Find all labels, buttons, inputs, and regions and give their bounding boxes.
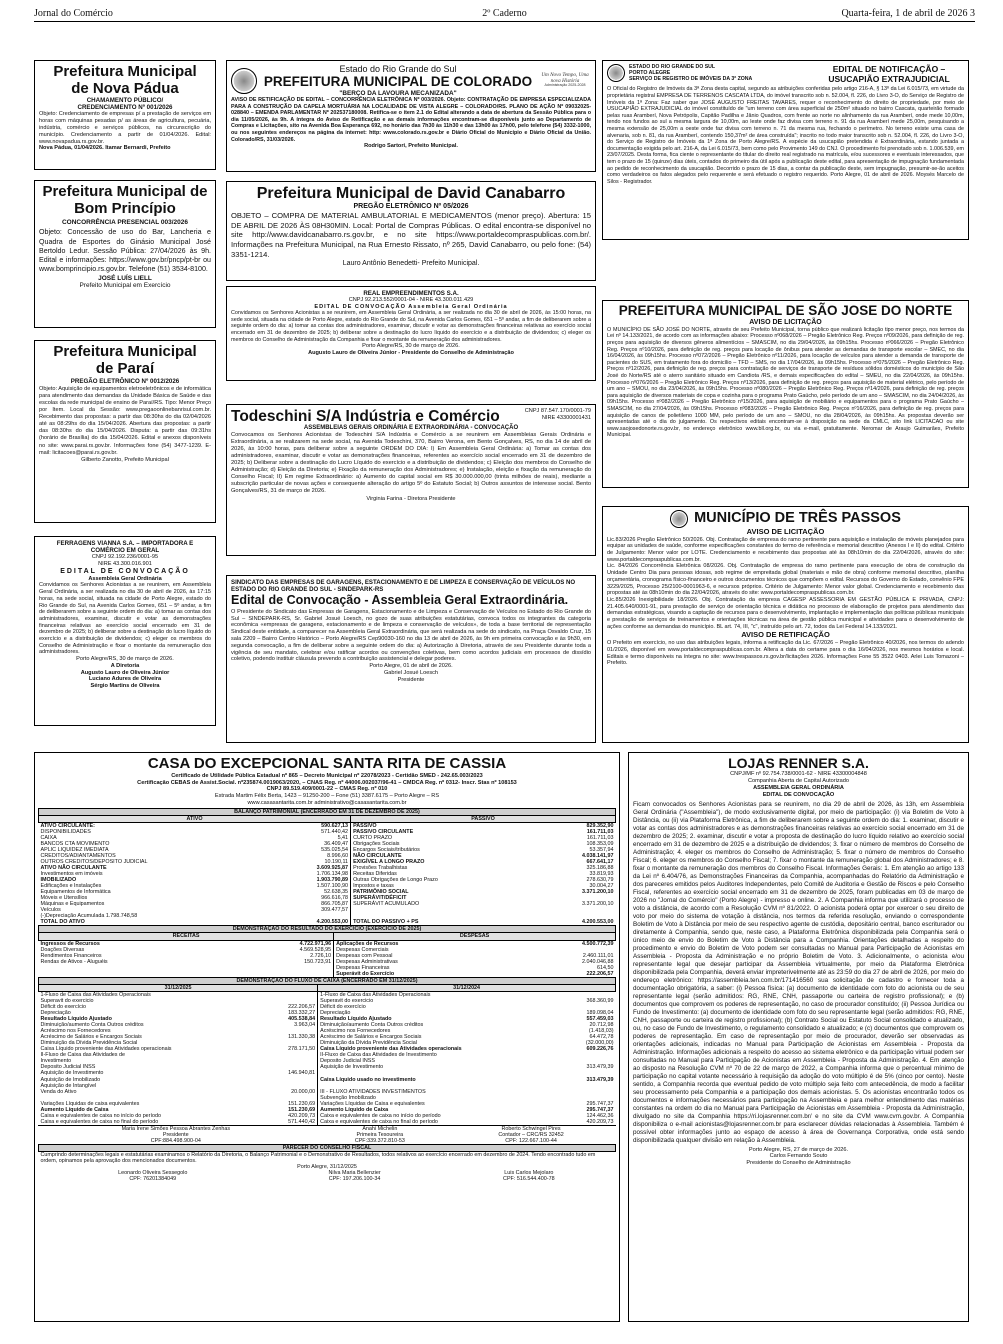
line-value: 189.098,04 — [586, 1010, 614, 1017]
line-value: 20.712,98 — [589, 1022, 614, 1029]
administration-logo — [539, 73, 591, 88]
parai-notice — [34, 340, 216, 523]
notice-assembly: Assembleia Geral Ordinária — [88, 575, 162, 582]
line-label: Equipamentos de Informática — [40, 889, 111, 896]
line-value: 151.230,69 — [265, 1107, 318, 1113]
line-value: 53.357,94 — [589, 846, 614, 853]
fiscal-council-date: Porto Alegre, 31/12/2025 — [297, 1164, 357, 1171]
line-label: Déficit do exercício — [40, 1003, 87, 1010]
line-value: 667.641,17 — [586, 858, 614, 865]
line-label: Outras Obrigações de Longo Prazo — [353, 877, 438, 884]
line-label: Despesas com Pessoal — [336, 952, 393, 959]
line-value: 278.630,79 — [586, 877, 614, 884]
line-label: Aquisição de Intangível — [40, 1082, 97, 1089]
signer-cpf: CPF:339.372.810-53 — [354, 1138, 405, 1144]
line-value: 3.371.200,10 — [582, 889, 614, 896]
notice-date: Porto Alegre/RS, 30 de março de 2026. — [76, 656, 174, 663]
notice-company-type: Companhia Aberta de Capital Autorizado — [747, 778, 850, 785]
line-label: Diminuição/aumento Conta Outros créditos — [40, 1022, 144, 1029]
notice-body-1: Lic.83/2026 Pregão Eletrônico 50/2026. Obj. Contratação de empresa do ramo pertinente para aquisição e instalação de móveis planejados para equipar as unidades de saúde, conforme especificações constantes do termo de referência e memorial descritivo (Anexos I e II) do edital. Critério de Julgamento: Menor valor por LOTE. Credenciamento e recebimento das propostas até às 08h10min do dia 22/04/2026, através do site: www.portaldecompraspublicas.com.br. — [607, 536, 964, 563]
line-value: 295.747,37 — [586, 1106, 614, 1113]
notice-title: Prefeitura Municipal — [53, 63, 197, 80]
line-value: 295.747,37 — [586, 1100, 614, 1107]
line-label: OUTROS CREDITOS/DEPOSITO JUDICIAL — [40, 858, 148, 865]
line-value: 557.459,03 — [586, 1016, 614, 1023]
notice-title: REAL EMPREENDIMENTOS S.A. — [363, 290, 459, 297]
line-label: Rendimentos Financeiros — [40, 952, 102, 959]
tres-passos-notice — [602, 506, 969, 743]
notice-subtitle: ASSEMBLEIAS GERAIS ORDINÁRIA E EXTRAORDINÁRIA - CONVOCAÇÃO — [303, 425, 519, 432]
lojas-renner-notice — [628, 752, 969, 1322]
newspaper-name: Jornal do Comércio — [34, 8, 113, 19]
signer-name: Sérgio Martins de Oliveira — [90, 682, 160, 689]
cert-line-2: Certificação CEBAS de Assist.Social. nº235874.0019063/2020, – CNAS Reg. nº 44006.002037/96-41 – CMDCA Reg. nº 0312- Inscr. Stas nº 108153 — [137, 779, 517, 786]
notice-body: O Presidente do Sindicato das Empresas de Garagens, Estacionamento e de Limpeza e Conservação de Veículos no Estado do Rio Grande do Sul – SINDEPARK-RS, Sr. Gabriel Josué Loesch, no gozo de suas atribuições estatutárias, convoca todos os integrantes da categoria econômica «empresas de garagens, estacionamento e de limpeza e conservação de veículos», de toda a base territorial de representação Sindical deste entidade, a comparecer na Assembleia Geral Extraordinária, que será realizada na sede do sindicato, na Praça Osvaldo Cruz, 15 sala 2209 – Bairro Centro Histórico – Porto Alegre/RS Cep90030-160 no dia 13 de abril de 2026, às 9h em primeira convocação e às 9h30, em segunda convocação, a fim de deliberar sobre a seguinte ordem do dia: a) Autorização à Diretoria, através de seu Presidente durante toda a vigência de seu mandato, celebrar e/ou ratificar acordos ou convenções coletivas, bem como acordos judiciais em processos de dissídio coletivo, podendo instituir cláusula prevendo a contribuição assistencial e delegar poderes. — [231, 608, 591, 663]
logo-subtitle: Administração 2025-2028 — [544, 83, 586, 88]
line-label: Diminuição da Dívida Previdência Social — [40, 1040, 138, 1047]
line-value: 829.352,90 — [586, 822, 614, 829]
line-label: DISPONIBILIDADES — [40, 828, 91, 835]
line-value: 614,50 — [597, 964, 614, 971]
line-label: Caixa Líquido usado no investimento — [320, 1076, 416, 1083]
line-label: Variações Líquidas de Caixa e equivalentes — [320, 1100, 425, 1107]
line-label: CURTO PRAZO — [353, 834, 393, 841]
line-label: Caixa e equivalentes de caixa no final do período — [40, 1118, 159, 1125]
line-label: TOTAL DO ATIVO — [40, 919, 85, 926]
line-value: 1.507.100,90 — [274, 883, 350, 889]
line-label: Deposito Judicial INSS — [40, 1064, 96, 1071]
line-label: Obrigações Sociais — [353, 840, 400, 847]
line-label: ATIVO CIRCULANTE: — [40, 822, 95, 829]
notice-subtitle: AVISO DE LICITAÇÃO — [746, 527, 825, 536]
line-value: (1.418,03) — [588, 1028, 614, 1035]
line-label: 1-Fluxo de Caixa das Atividades Operacionais — [320, 991, 431, 998]
year-2025-header: 31/12/2025 — [39, 984, 318, 991]
line-label: Impostos e taxas — [353, 883, 394, 890]
notice-signature: Nova Pádua, 01/04/2026. Itamar Bernardi, Prefeito — [39, 145, 171, 152]
signer-role: Presidente do Conselho de Administração — [746, 1159, 851, 1166]
notice-state: Estado do Rio Grande do Sul — [339, 64, 457, 74]
line-label: PASSIVO — [353, 822, 377, 829]
notice-title: PREFEITURA MUNICIPAL DE COLORADO — [263, 73, 533, 89]
line-label: Encargos Sociais/tributários — [353, 846, 420, 853]
line-label: Ingressos de Recursos — [40, 940, 100, 947]
line-value: 2.726,10 — [234, 953, 333, 959]
line-value: 2.040.046,88 — [582, 958, 614, 965]
address-line: Estrada Martim Félix Berta, 1423 – 91250-200 – Fone (51) 3387.6175 – Porto Alegre – RS — [214, 793, 440, 800]
line-value: 4.722.971,96 — [234, 940, 333, 947]
line-label: Superavit do exercicio — [40, 997, 94, 1004]
line-label: Deposito Judicial INSS — [320, 1058, 375, 1065]
signer-cpf: CPF: 122.667.100-44 — [505, 1138, 557, 1144]
line-value: 866.705,87 — [274, 901, 350, 907]
notice-subtitle: EDITAL DE CONVOCAÇÃO Assembleia Geral Ordinária — [314, 303, 508, 310]
colorado-notice — [226, 60, 596, 172]
line-label: Venda do Ativo — [40, 1088, 77, 1095]
line-label: ATIVO NÃO CIRCULANTE — [40, 864, 107, 871]
notice-body: O MUNICÍPIO DE SÃO JOSÉ DO NORTE, através de seu Prefeito Municipal, torna público que realizará licitação tipo menor preço, nos termos da Lei nº 14.133/2021, de acordo com as informações abaixo: Processo nº068/2026 – Pregão Eletrônico Reg. Preços nº09/2026, para definição de reg. preços para aquisição de diversos gêneros alimentícios – SMASCIM, no dia 29/04/2026, às 09h15hs. Processo nº066/2026 – Pregão Eletrônico Reg. Preços nº10/2026, para definição de reg. preços para locação de ônibus para atender as demandas de transporte escolar – SMEC, no dia 16/04/2026, às 09h15hs. Processo nº072/2026 – Pregão Eletrônico nº11/2026, para locação de veículos para atender a demanda de transporte de pacientes do SUS, em tratamento fora do domicílio – TFD – SMS, no dia 17/04/2026, às 09h15hs. Processo nº075/2026 – Pregão Eletrônico Reg. Preços nº12/2026, para definição de reg. preços para contratação de serviços de transporte de resíduos sólidos domésticos do município de São José do Norte/RS até o aterro sanitário situado em Candiota /RS, e demais especificações do edital – SMEU, no dia 22/04/2026, às 09h15hs. Processo nº076/2026 – Pregão Eletrônico Reg. Preços nº13/2026, para definição de reg. preços para aquisição de material elétrico, pelo período de um ano – SMOU, no dia 23/04/2026, às 09h15hs. Processo nº080/2026 – Pregão Eletrônico Reg. Preços nº14/2026, para definição de reg. preços para aquisição de diversos materiais de copa e cozinha para o programa Prato Gaúcho, pelo período de um ano – SMASCIM, no dia 24/04/2026, às 09h15hs. Processo nº082/2026 – Pregão Eletrônico nº15/2026, para aquisição de mobiliário e equipamentos para o programa Prato Gaúcho – SMASCIM, no dia 27/04/2026, às 09h15hs. Processo nº083/2026 – Pregão Eletrônico Reg. Preços nº16/2026, para definição de reg. preços para aquisição de canos de polietileno 1000 MM, pelo período de um ano – SMOU, no dia 28/04/2026, às 09h15hs. As propostas deverão ser apresentadas até o dia do julgamento. Os respectivos editais encontram-se à disposição na sede da CMLC, sito link LICITACAO ou site www.saojosedonorte.rs.gov.br, no endereço eletrônico www.bll.org.br, ou via e-mail, gratuitamente. Neromar de Araujo Guimarães, Prefeito Municipal. — [607, 326, 964, 439]
signer-name: Carlos Fernando Souto — [769, 1153, 828, 1160]
line-label: II-Fluxo de Caixa das Atividades de — [40, 1052, 125, 1059]
page-date: Quarta-feira, 1 de abril de 2026 3 — [841, 8, 975, 19]
notice-date: Porto Alegre, RS, 27 de março de 2026. — [748, 1146, 849, 1153]
line-label: Aquisição de Imobilizado — [40, 1076, 101, 1083]
line-label: Subvenção Imobilizado — [320, 1094, 376, 1101]
line-value: 4.569.528,95 — [234, 947, 333, 953]
year-2024-header: 31/12/2024 — [318, 984, 616, 991]
notice-board: A Diretoria — [110, 662, 140, 669]
notice-title: PREFEITURA MUNICIPAL DE SÃO JOSE DO NORTE — [618, 303, 953, 318]
signer-name: Gabriel Josué Loesch — [383, 669, 439, 676]
line-label: II-Fluxo de Caixa das Atividades de Investimento — [320, 1052, 437, 1059]
line-label: NÃO CIRCULANTE — [353, 852, 402, 859]
notice-title: EDITAL DE NOTIFICAÇÃO – USUCAPIÃO EXTRAJUDICIAL — [828, 64, 950, 85]
line-label: Veículos — [40, 907, 61, 914]
revenues-header: RECEITAS — [39, 933, 334, 940]
line-value: 313.479,39 — [586, 1064, 614, 1071]
notice-body: Objeto: Concessão de uso do Bar, Lancheria e Quadra de Esportes do Ginásio Municipal José Bertoldo Ledur. Sessão Pública: 27/04/2026 às 9h. Edital e informações: https://www.gov.br/pncp/pt-br ou www.bomprincipio.rs.gov.br. Telefone (51) 3534-8100. — [39, 228, 211, 274]
line-value: 590.627,13 — [274, 822, 350, 829]
notice-cnpj: CNPJ 87.547.170/0001-79 NIRE 43300001431 — [524, 408, 591, 421]
council-member-cpf: CPF: 76201384049 — [129, 1176, 177, 1183]
real-empreendimentos-notice — [226, 286, 596, 381]
line-value: 278.171,50 — [265, 1046, 318, 1052]
signer-name: Luciano Adures de Oliveira — [88, 676, 162, 683]
notice-nire: NIRE 43.300.016.901 — [98, 560, 152, 567]
signer-role: Presidente — [397, 676, 425, 683]
line-value: 222.206,57 — [586, 970, 614, 977]
line-label: Acréscimo nos Fornecedores — [40, 1028, 111, 1035]
line-value: 150.723,91 — [234, 959, 333, 965]
line-value: 124.462,36 — [586, 1112, 614, 1119]
line-value: 161.711,03 — [586, 834, 614, 841]
notice-body: Convidamos os Senhores Acionistas a se reunirem, em Assembleia Geral Ordinária, a ser realizada no dia 30 de abril de 2026, às 15:00 horas, na sede social, situada na cidade de Porto Alegre, estado do Rio Grande do Sul, na Avenida Carlos Gomes, 651 – 5º andar, a fim de deliberarem sobre a seguinte ordem do dia: a) tomar as contas dos administradores, examinar, discutir e votar as demonstrações financeiras relativas ao exercício social encerrado em 31 de dezembro de 2025; b) deliberar sobre a destinação do lucro líquido do exercício e a distribuição de dividendos; c) eleger os membros do Conselho de Administração da Companhia e fixar o montante da remuneração dos administradores. — [231, 310, 591, 343]
line-value: 151.230,69 — [265, 1101, 318, 1107]
signer-name: JOSÉ LUÍS LIELL — [98, 274, 152, 282]
line-value: 3.371.200,10 — [582, 901, 614, 908]
signer-cpf: CPF:884.498.900-04 — [150, 1138, 201, 1144]
notice-body: AVISO DE RETIFICAÇÃO DE EDITAL – CONCORRÊNCIA ELETRÔNICA Nº 003/2026. Objeto: CONTRATAÇÃO DE EMPRESA ESPECIALIZADA PARA A CONSTRUÇÃO DA CAPELA MORTUÁRIA NA LOCALIDADE DE VISTA ALEGRE – COLORADO/RS. PLANO DE AÇÃO Nº 09032025-028840 – EMENDA PARLAMENTAR Nº 202537180008. Retifica-se o item 2.1 do Edital alterando a data de abertura da Sessão Pública para o dia 11/05/2026, às 9h. A íntegra do Aviso de Retificação e as demais informações encontram-se disponíveis junto ao Departamento de Compras e Licitações, sito na Avenida Boa Esperança 692, no horário das 7h30 às 11h30 e das 13h00 às 17h00, pelo telefone (54) 3332-1000, ou nos seguintes endereços na página da internet: http: www.colorado.rs.gov.br e Diário Oficial do Município e Diário Oficial da União. Colorado/RS, 31/03/2026. — [231, 97, 591, 143]
line-label: Caixa e equivalentes de caixa no final do período — [320, 1118, 438, 1125]
line-label: PASSIVO CIRCULANTE — [353, 828, 414, 835]
notice-title: Todeschini S/A Indústria e Comércio — [231, 408, 500, 425]
contact-line: www.casasantarita.com.br administrativo@casasantarita.com.br — [247, 799, 407, 806]
line-value: 309.477,57 — [274, 907, 350, 913]
line-value: 30.004,27 — [589, 883, 614, 890]
line-label: Rendas de Ativos - Aluguéis — [40, 958, 108, 965]
line-label: Acréscimo nos Fornecedores — [320, 1028, 391, 1035]
org-line-2: PORTO ALEGRE — [629, 70, 671, 76]
line-value: 161.711,03 — [586, 828, 614, 835]
line-value: 325.186,88 — [586, 864, 614, 871]
line-label: IMOBILIZADO — [40, 877, 77, 884]
line-label: Provisões Trabalhistas — [353, 864, 408, 871]
line-value: 20.000,00 — [265, 1089, 318, 1095]
line-value: 535.025,54 — [274, 847, 350, 853]
line-label: CAIXA — [40, 834, 57, 841]
line-value: 4.500.772,39 — [582, 940, 614, 947]
page-header — [34, 6, 975, 22]
line-label: Diminuição/aumento Conta Outros créditos — [320, 1022, 424, 1029]
line-value: 5,41 — [274, 835, 350, 841]
section-name: 2º Caderno — [482, 8, 527, 19]
line-value: 222.206,57 — [265, 1004, 318, 1010]
balance-sheet — [38, 808, 616, 926]
line-label: Depreciação — [40, 1010, 71, 1017]
notice-body: Objeto: Credenciamento de empresas p/ a prestação de serviços em horas com máquinas pesadas p/ as áreas de agricultura, pecuária, indústria, comércio e serviços públicos, na circunscrição do município. Credenciamento a partir de 01/04/2026. Edital: www.novapadua.rs.gov.br. — [39, 111, 211, 145]
david-canabarro-notice — [226, 181, 596, 281]
cert-line-3: CNPJ 89.519.409/0001-22 – CMAS Reg. nº 010 — [266, 786, 388, 793]
line-value: 966.616,78 — [274, 895, 350, 901]
notice-cnpj: CNPJ 92.192.236/0001-95 — [91, 554, 159, 561]
line-value: 571.440,42 — [274, 829, 350, 835]
notice-subtitle: PREGÃO ELETRÔNICO Nº 05/2026 — [353, 202, 469, 210]
sao-jose-do-norte-notice — [602, 300, 969, 488]
sindepark-notice — [226, 575, 596, 743]
notice-body: O Oficial do Registro de Imóveis da 3ª Zona desta capital, segundo as atribuições conferidas pelo artigo 216-A, § 13º da Lei 6.015/73, em virtude da proprietária registral EMPRESA DE TERRENOS CASCATA LTDA, do imóvel transcrito sob n. 52.004, fl. 226, do Livro 3-O, do Serviço de Registro de Imóveis da 1ª Zona: Faz saber que JOSÉ AUGUSTO FREITAS TAVARES, requer o reconhecimento do direito de propriedade, por meio de USUCAPIÃO EXTRAJUDICIAL do imóvel constituído de "um terreno com área superficial de 250m² situado no bairro Cascata, quarteirão formado pelas ruas Aramberí, Nova Petrópolis, Capitão Padilha e Jânio Quadros, com frente ao norte no alinhamento da rua Aramberí, onde mede 10,00m, tendo nos fundos ao sul a mesma largura de 10,00m, ao leste onde faz divisa com terreno n. 91 da rua Aramberí mede 25,00m, pesquisando a mesma extensão de 25,00m a oeste onde faz divisa com terreno n. 71 da mesma rua, fechando o perímetro. No terreno existe uma casa de alvenaria, sob n. 81, da rua Aramberí, contendo 150,37m² de área construída"; inscrito no todo maior transcrito sob n. 52.004, fl. 226, do Livro 3-O, do Serviço de Registro de Imóveis da 1ª Zona de Porto Alegre/RS. A espécie da usucapião pretendida é Extraordinária, estando juntada a documentação exigida pelo art. 216-A, da Lei 6.015/73, bem como pelo Provimento 149 do CNJ. O procedimento foi prenotado sob n. 1.006.539, em 23/07/2025. Desta forma, fica ciente o representante do titular do direito real registrado na matrícula, e/ou sucessores e eventuais interessados, que tem o prazo de 15 (quinze) dias úteis, contados do primeiro dia útil após a publicação deste edital, para apresentação de impugnação fundamentada ao pedido de reconhecimento da usucapião. Decorrido o prazo de 15 dias, a contar da publicação deste, sem impugnação, presumir-se-ão aceitos como verdadeiros os fatos alegados pelo requerente e será efetuado o registro requerido. Porto Alegre, 01 de abril de 2026. Moysés Marcelo de Silos - Registrador. — [607, 86, 964, 185]
notice-title: LOJAS RENNER S.A. — [728, 755, 869, 771]
line-value: 33.819,93 — [589, 870, 614, 877]
line-value: 368.360,99 — [586, 997, 614, 1004]
notice-subtitle: AVISO DE LICITAÇÃO — [749, 318, 822, 326]
notice-title: CASA DO EXCEPCIONAL SANTA RITA DE CASSIA — [147, 755, 507, 772]
line-label: SUPERÁVIT/DÉFICIT — [353, 895, 407, 902]
line-label: Diminuição da Dívida Previdência Social — [320, 1040, 417, 1047]
signer-name: Anahi Michelin — [362, 1125, 398, 1132]
line-label: Investimentos em imóveis — [40, 870, 103, 877]
line-label: Caixa Líquido proveniente das Atividades operacionais — [320, 1046, 462, 1053]
line-label: Acréscimo de Salários e Encargos Sociais — [40, 1034, 142, 1041]
council-member-name: Leonardo Oliveira Sessegolo — [118, 1170, 188, 1177]
line-value: 8.996,60 — [274, 853, 350, 859]
line-value: 405.538,84 — [265, 1016, 318, 1022]
notice-body: Objeto: Aquisição de equipamentos eletroeletrônicos e de informática para atendimento das demandas da Unidade Básica de Saúde e das escolas da rede municipal de ensino de Paraí/RS. Tipo: Menor Preço por Item. Local da Sessão: www.pregaoonlinebanrisul.com.br. Recebimento das propostas: a partir das 08:30hs do dia 02/04/2026 até as 08:29hs do dia 15/04/2026. Abertura das propostas: a partir das 08:30hs do dia 15/04/2026. Disputa: a partir das 09:31hs (horário de Brasília) do dia 15/04/2026. Edital e anexos disponíveis no site: www.parai.rs.gov.br. Informações fone (54) 3477-1239. E-mail: licitacoes@parai.rs.gov.br. — [39, 386, 211, 456]
line-label: Edificações e Instalações — [40, 883, 102, 890]
notice-cnpj: CNPJ 92.213.552/0001-04 - NIRE 43.300.011.429 — [348, 297, 474, 304]
line-value: 146.940,81 — [265, 1070, 318, 1076]
fiscal-council-opinion — [38, 1144, 616, 1182]
notice-title-2: Bom Princípio — [74, 199, 176, 217]
line-label: BANCOS CTA MOVIMENTO — [40, 840, 110, 847]
line-label: 1-Fluxo de Caixa das Atividades Operacionais — [40, 991, 151, 998]
notice-body-3: Lic.85/2026 Inexigibilidade 18/2026. Obj. Contratação da empresa CAGESP ASSESSORIA EM GESTÃO PÚBLICA E PRIVADA, CNPJ: 21.405.640/0001-91, para prestação de serviço de orientação técnica e didática no processo de elaboração de projetos para atendimento das demandas estratégicas, visando a captação de recursos para o desenvolvimento, implantação e implementação das políticas públicas municipais e prestação de serviços de treinamentos e orientações técnicas na área de gestão pública municipal e atividades para o desenvolvimento de ações conforme as demandas do município. BL art. 74, III, "c", instruído pelo art. 72, todos da Lei Federal 14.133/2021. — [607, 596, 964, 630]
line-label: Aumento Líquido de Caixa — [40, 1106, 109, 1113]
line-value: 3.963,04 — [265, 1022, 318, 1028]
notice-assembly: ASSEMBLEIA GERAL ORDINÁRIA — [753, 784, 844, 791]
line-label: Déficit do exercício — [320, 1003, 366, 1010]
signer-name: Augusto Lauro de Oliveira Júnior — [80, 669, 170, 676]
line-value: 420.209,73 — [265, 1113, 318, 1119]
line-value: 10.190,11 — [274, 859, 350, 865]
line-label: APLIC LIQUIDEZ IMEDIATA — [40, 846, 109, 853]
coat-of-arms-icon — [231, 68, 257, 94]
notice-title: FERRAGENS VIANNA S.A. – IMPORTADORA E COMÉRCIO EM GERAL — [56, 540, 194, 555]
notice-signature: Augusto Lauro de Oliveira Júnior - Presidente do Conselho de Administração — [308, 349, 514, 356]
council-member-cpf: CPF: 516.544.400-78 — [503, 1176, 555, 1183]
notice-signature: Gilberto Zanotto, Prefeito Municipal — [81, 456, 169, 463]
expenses-header: DESPESAS — [334, 933, 616, 940]
line-label: Aplicações de Recursos — [336, 940, 399, 947]
line-label: Móveis e Utensílios — [40, 895, 88, 902]
logo-lettering: Um Novo Tempo, Uma nova História — [541, 71, 589, 84]
line-label: Máquinas e Equipamentos — [40, 901, 105, 908]
ferragens-notice — [34, 536, 216, 726]
notice-subtitle: EDITAL DE CONVOCAÇÃO — [762, 791, 835, 798]
notice-signature: Lauro Antônio Benedetti- Prefeito Municipal. — [342, 259, 480, 267]
municipal-emblem-icon — [670, 510, 688, 528]
council-member-name: Nilva Maria Bellenzier — [328, 1170, 381, 1177]
line-label: Aquisição de Investimento — [40, 1070, 104, 1077]
notice-date: Porto Alegre, 01 de abril de 2026. — [369, 663, 453, 670]
income-statement — [38, 925, 616, 976]
line-label: TOTAL DO PASSIVO + PS — [353, 919, 419, 926]
line-label: SUPERÁVIT ACUMULADO — [353, 901, 420, 908]
line-label: Despesas Administrativas — [336, 958, 398, 965]
notice-subtitle: EDITAL DE CONVOCAÇÃO — [60, 567, 190, 575]
balance-sheet-title: BALANÇO PATRIMONIAL (ENCERRADO EM 31 DE DEZEMBRO DE 2025) — [39, 808, 616, 815]
notice-body-2: Lic. 84/2026 Concorrência Eletrônica 08/2026. Obj. Contratação de empresa do ramo pertinente para execução de obra de construção da Unidade Centro Dia para pessoas idosas, sob regime de empreitada global (materiais e mão de obra) conforme memorial descritivo, planilha orçamentária, cronograma físico-financeiro e outros documentos técnicos que compõem o edital. Recursos do Governo do Estado, convênio FPE 3229/2025, Processo 25/2100-0001963-6, e recursos próprios. Critério de Julgamento: Menor valor global. Credenciamento e recebimento das propostas até às 08h10min do dia 22/04/2026, através do site: www.portaldecompraspublicas.com.br. — [607, 563, 964, 597]
line-value: 4.038.141,97 — [582, 852, 614, 859]
notice-title-2: de Nova Pádua — [71, 79, 179, 97]
line-label: Variações Líquidas de caixa equivalentes — [40, 1100, 140, 1107]
council-member-cpf: CPF: 197.206.100-34 — [328, 1176, 381, 1183]
notice-title: Prefeitura Municipal de — [42, 183, 208, 200]
cash-flow-statement — [38, 977, 616, 1125]
notice-subtitle: PREGÃO ELETRÔNICO Nº 0012/2026 — [70, 378, 180, 385]
notice-motto: "BERÇO DA LAVOURA MECANIZADA" — [339, 89, 457, 97]
notice-cnpj: CNPJ/MF nº 92.754.738/0001-62 - NIRE 43300004848 — [730, 771, 867, 778]
notice-title: Prefeitura Municipal de David Canabarro — [256, 185, 566, 202]
line-label: Superavit do exercicio — [320, 997, 374, 1004]
line-value: 1.903.790,89 — [274, 877, 350, 883]
line-value: 3.609.925,87 — [274, 865, 350, 871]
signer-role: Presidente — [162, 1131, 189, 1138]
line-label: Caixa Líquido proveniente das Atividades operacionais — [40, 1046, 172, 1053]
line-value: 4.200.553,00 — [582, 919, 614, 926]
line-value: 36.409,47 — [274, 841, 350, 847]
notice-date: Porto Alegre/RS, 30 de março de 2026. — [362, 343, 460, 350]
notice-body: Convidamos os Senhores Acionistas a se reunirem, em Assembleia Geral Ordinária, a ser realizada no dia 30 de abril de 2026, às 17:15 horas, na sede social, situada na cidade de Porto Alegre, estado do Rio Grande do Sul, na Avenida Carlos Gomes, 651 – 5º andar, a fim de deliberarem sobre a seguinte ordem do dia: a) tomar as contas dos administradores, examinar, discutir e votar as demonstrações financeiras relativas ao exercício social encerrado em 31 de dezembro de 2025; b) deliberar sobre a destinação do lucro líquido do exercício e a distribuição de dividendos; c) eleger os membros do Conselho de Administração e fixar o montante da remuneração dos administradores. — [39, 582, 211, 656]
notice-body: OBJETO – COMPRA DE MATERIAL AMBULATORIAL E MEDICAMENTOS (menor preço). Abertura: 15 DE ABRIL DE 2026 ÀS 08H30MIN. Local: Portal de Compras Públicas. O edital encontra-se disponível no site http://www.davidcanabarro.rs.gov.br, e no site https://www.portaldecompraspublicas.com.br/. Informações na Prefeitura Municipal, na Rua Ernesto Rissato, nº 265, David Canabarro, ou pelo fone: (54) 3351-1214. — [231, 210, 591, 260]
line-value: 52.638,35 — [274, 889, 350, 895]
cash-flow-title: DEMONSTRAÇÃO DO FLUXO DE CAIXA (ENCERRADO EM 31/12/2025) — [39, 977, 616, 984]
line-label: Aumento Líquido de Caixa — [320, 1106, 389, 1113]
line-value: 313.479,39 — [586, 1076, 614, 1083]
org-line-1: ESTADO DO RIO GRANDE DO SUL — [629, 64, 716, 70]
notice-subtitle-2: CREDENCIAMENTO Nº 001/2026 — [77, 104, 173, 112]
line-label: Resultado Líquido Ajustado — [320, 1016, 392, 1023]
notice-signature: Rodrigo Sartori, Prefeito Municipal. — [364, 143, 458, 150]
signer-role: Prefeito Municipal em Exercício — [79, 282, 171, 290]
line-value: 64.472,78 — [589, 1034, 614, 1041]
notice-title: SINDICATO DAS EMPRESAS DE GARAGENS, ESTACIONAMENTO E DE LIMPEZA E CONSERVAÇÃO DE VEÍCULOS NO ESTADO DO RIO GRANDE DO SUL - SINDEPARK-RS — [231, 579, 576, 593]
org-line-3: SERVIÇO DE REGISTRO DE IMÓVEIS DA 3ª ZONA — [629, 76, 753, 82]
notice-signature: Virginia Farina - Diretora Presidente — [366, 495, 456, 502]
line-label: Superávit do Exercício — [336, 970, 395, 977]
notice-subtitle: CONCORRÊNCIA PRESENCIAL 003/2026 — [61, 219, 189, 226]
line-value: 2.460.111,01 — [582, 952, 614, 959]
nova-padua-notice — [34, 60, 216, 170]
line-value: (32.000,00) — [585, 1040, 614, 1047]
notice-subtitle: CHAMAMENTO PÚBLICO/ — [86, 97, 164, 104]
line-label: (-)Depreciação Acumulada 1.798.748,58 — [40, 913, 138, 920]
notice-body-4: O Prefeito em exercício, no uso das atribuições legais, informa a retificação da Lic. 67/2026 – Pregão Eletrônico 40/2026, nos termos do adendo 01/2026, disponível em www.portaldecompraspublicas.com.br. Altera a data do certame para o dia 16/04/2026, nos mesmos horários e local. Editais e termo disponíveis na íntegra no site: www.trespassos.rs.gov.br/licitações 2026. Informações Fone 55 3522 0403. Arlei Luis Tomazoni – Prefeito. — [607, 640, 964, 667]
line-label: Caixa e equivalentes de caixa no início do período — [40, 1112, 161, 1119]
usucapiao-notice — [602, 60, 969, 240]
line-label: CREDITOS/ADIANTAMENTOS — [40, 852, 116, 859]
line-value: 108.353,09 — [586, 840, 614, 847]
line-value: 609.226,76 — [586, 1046, 614, 1053]
line-label: Despesas Financeiras — [336, 964, 390, 971]
assets-header: ATIVO — [39, 815, 351, 822]
line-label: III - FLUXO ATIVIDADES INVESTIMENTOS — [320, 1088, 426, 1095]
line-label: Caixa e equivalentes de caixa no início do período — [320, 1112, 441, 1119]
line-value: 183.332,27 — [265, 1010, 318, 1016]
bom-principio-notice — [34, 180, 216, 328]
line-value: 420.209,73 — [586, 1118, 614, 1125]
signer-role: Contador – CRC/RS 32452 — [498, 1131, 564, 1138]
fiscal-council-title: PARECER DO CONSELHO FISCAL — [39, 1145, 616, 1152]
notice-title: MUNICÍPIO DE TRÊS PASSOS — [694, 510, 901, 527]
line-value: 571.440,42 — [265, 1119, 318, 1125]
line-value: 4.200.553,00 — [274, 919, 350, 925]
council-member-name: Luis Carlos Mejolaro — [504, 1170, 554, 1177]
liabilities-header: PASSIVO — [351, 815, 616, 822]
signer-name: Maria Irene Simões Pessoa Abrantes Zenhas — [121, 1125, 231, 1132]
line-label: Despesas Comerciais — [336, 946, 389, 953]
income-statement-title: DEMONSTRAÇÃO DO RESULTADO DO EXERCÍCIO (EXERCÍCIO DE 2025) — [39, 926, 616, 933]
line-label: Depreciação — [320, 1010, 351, 1017]
notice-body: Convocamos os Senhores Acionistas de Todeschini S/A Indústria e Comércio a se reunirem em Assembleias Gerais Ordinária e Extraordinária, a se realizarem na sede social, na Avenida Todeschini, 370, Bairro Verona, em Bento Gonçalves, RS, no dia 14 de abril de 2026, às 10:00 horas, para deliberar sobre a seguinte ORDEM DO DIA: I) Em Assembleia Geral Ordinária: a) Tomar as contas dos administradores, examinar, discutir e votar as demonstrações financeiras, referentes ao exercício social encerrado em 31 de dezembro de 2025; b) Deliberar sobre a destinação do Lucro Líquido do exercício e a distribuição de dividendos; c) Eleição dos membros do Conselho de Administração; d) Eleição da Diretoria; e) Fixação da remuneração dos Administradores; e) Instalação, eleição e fixação da remuneração do Conselho Fiscal; II) Em regime Extraordinário: a) Aumento do capital social em R$ 30.000.000,00 (trinta milhões de reais), mediante a subscrição particular de novas ações e consequente alteração do artigo 5º do Estatuto Social; b) Outros assuntos de interesse social. Bento Gonçalves/RS, 31 de março de 2026. — [231, 431, 591, 495]
signatures — [38, 1125, 616, 1144]
line-label: Doações Diversas — [40, 946, 85, 953]
signer-name: Roberto Schwingel Pires — [501, 1125, 561, 1132]
notice-headline: Edital de Convocação - Assembleia Geral Extraordinária. — [231, 593, 569, 607]
line-value: 1.706.134,98 — [274, 871, 350, 877]
line-label: PATRIMÔNIO SOCIAL — [353, 889, 409, 896]
todeschini-notice — [226, 404, 596, 556]
cert-line-1: Certificado de Utilidade Pública Estadual nº 865 – Decreto Municipal nº 22078/2023 - Certidão SMED - 242.65.003/2023 — [171, 773, 483, 779]
line-label: Investimento — [40, 1058, 72, 1065]
fiscal-council-body: Cumprindo determinações legais e estatutárias examinamos o Relatório da Diretoria, o Balanço Patrimonial e o Demonstrativo de Resultados, todos relativos ao exercício encerrado em dezembro de 2024. Tendo encontrado tudo em ordem, opinamos pela aprovação dos mencionados documentos. — [40, 1152, 596, 1165]
signer-role: Primeira Tesoureira — [356, 1131, 404, 1138]
notice-title-2: de Paraí — [95, 359, 155, 377]
notice-subtitle-2: AVISO DE RETIFICAÇÃO — [741, 630, 830, 640]
line-label: Receitas Diferidas — [353, 870, 397, 877]
registry-emblem-icon — [607, 64, 625, 82]
notice-body: Ficam convocados os Senhores Acionistas para se reunirem, no dia 29 de abril de 2026, às 13h, em Assembleia Geral Ordinária ("Assembleia"), de modo exclusivamente digital, por meio de participação: (i) via Boletim de Voto à Distância, ou (ii) via Plataforma Eletrônica, a fim de deliberarem sobre a seguinte ordem do dia: 1. examinar, discutir e votar as contas dos administradores e as demonstrações financeiras relativas ao exercício social encerrado em 31 de dezembro de 2025; 2. examinar, discutir e votar a proposta de destinação do lucro líquido relativo ao exercício social encerrado em 31 de dezembro de 2025 e a distribuição de dividendos; 3. fixar o número de membros do Conselho de Administração; 4. eleger os membros do Conselho de Administração; 5. fixar o número de membros do Conselho Fiscal; 6. eleger os membros do Conselho Fiscal; 7. fixar o montante da remuneração global dos Administradores; e 8. fixar o montante da remuneração dos membros do Conselho Fiscal. Informações Gerais: 1. Em atenção ao artigo 133 da Lei nº 6.404/76, as Demonstrações Financeiras da Companhia, acompanhadas do Relatório da Administração e dos pareceres emitidos pelos Auditores Independentes, pelo Comitê de Auditoria e Gestão de Riscos e pelo Conselho Fiscal, referentes ao exercício social encerrado em 31 de dezembro de 2025, foram publicadas em 03 de março de 2026 no "Jornal do Comércio" (Porto Alegre) - impresso e online. 2. A Companhia informa que utilizará o processo de voto a distância, de acordo com a Resolução CVM nº 81/2022. O acionista poderá optar por exercer o seu direito de voto por meio do sistema de votação à distância, nos termos da referida resolução, enviando o correspondente Boletim de Voto à Distância por meio de seu respectivo agente de custódia, depositário central, banco escriturador ou diretamente à Companhia, sendo que, neste caso, a Plataforma Eletrônica disponibilizada pela Companhia será o único meio de envio do Boletim de Voto à Distância para a Companhia. Orientações detalhadas a respeito do procedimento e envio do Boletim de Voto podem ser consultadas no Manual para Participação de Acionistas em Assembleia - Proposta da Administração e no próprio Boletim de Voto. 3. Adicionalmente, o acionista e/ou representante legal que desejar participar da Assembleia virtualmente, por meio da Plataforma Eletrônica disponibilizada pela Companhia, deverá enviar impreterivelmente até as 23:59 do dia 27 de abril de 2026, por meio do endereço eletrônico: https://assembleia.ten.com.br/171416560 sua solicitação de cadastro e fornecer toda a documentação obrigatória, a saber: (i) Pessoa física: (a) documento de identidade com foto do acionista ou de seu representante legal (serão admitidos: RG, RNE, CNH, passaporte ou carteira de registro profissional); e (b) documentos que comprovem os poderes de representação, no caso de procurador constituído; (ii) Pessoa Jurídica ou Fundo de Investimento: (a) documento de identidade com foto do seu representante legal (serão admitidos: RG, RNE, CNH, passaporte ou carteira de registro profissional); (b) Contrato Social ou Estatuto Social consolidado e atualizado, ou, no caso de Fundo de Investimento, o regulamento consolidado e atualizado; e (c) documentos que comprovem os poderes de representação. Em caso de representação por meio de procurador, deverão ser observadas as orientações adicionais, indicadas no Manual para Participação de Acionistas em Assembleia - Proposta da Administração. Informações adicionais a respeito do acesso ao sistema eletrônico e da participação virtual podem ser consultadas no Manual para Participação de Acionistas em Assembleia - Proposta da Administração. 4. Em atenção ao disposto na Resolução CVM nº 70 de 22 de março de 2022, a Companhia informa que o percentual mínimo de participação no capital votante necessário à requisição da adoção do voto múltiplo é de 5% (cinco por cento). Neste sentido, a Companhia recorda que eventual pedido de voto múltiplo seja feito com antecedência, de modo a facilitar seu processamento pela Companhia e a participação dos demais acionistas. 5. Os acionistas encontrarão todos os documentos e informações necessários para participação na Assembleia e para melhor entendimento das matérias constantes na ordem do dia no Manual para Participação de Acionistas em Assembleia - Proposta da Administração, divulgado no site da Companhia https://ri.lojasrenner.com.br/ e no site da CVM www.cvm.gov.br. A Companhia disponibiliza o e-mail acionistas@lojasrenner.com.br para esclarecer dúvidas relacionadas à Assembleia. Também é possível obter informações junto ao espaço de acesso à área de Governança Corporativa, onde está sendo disponibilizada qualquer divisão em relação à Assembleia. — [633, 801, 964, 1144]
line-label: Aquisição de Investimento — [320, 1064, 384, 1071]
line-value: 131.330,38 — [265, 1034, 318, 1040]
notice-title: Prefeitura Municipal — [53, 343, 197, 360]
line-label: Resultado Líquido Ajustado — [40, 1016, 112, 1023]
casa-excepcional-notice — [34, 752, 620, 1322]
line-label: EXIGÍVEL A LONGO PRAZO — [353, 858, 425, 865]
line-label: Acréscimo de Salários e Encargos Sociais — [320, 1034, 422, 1041]
